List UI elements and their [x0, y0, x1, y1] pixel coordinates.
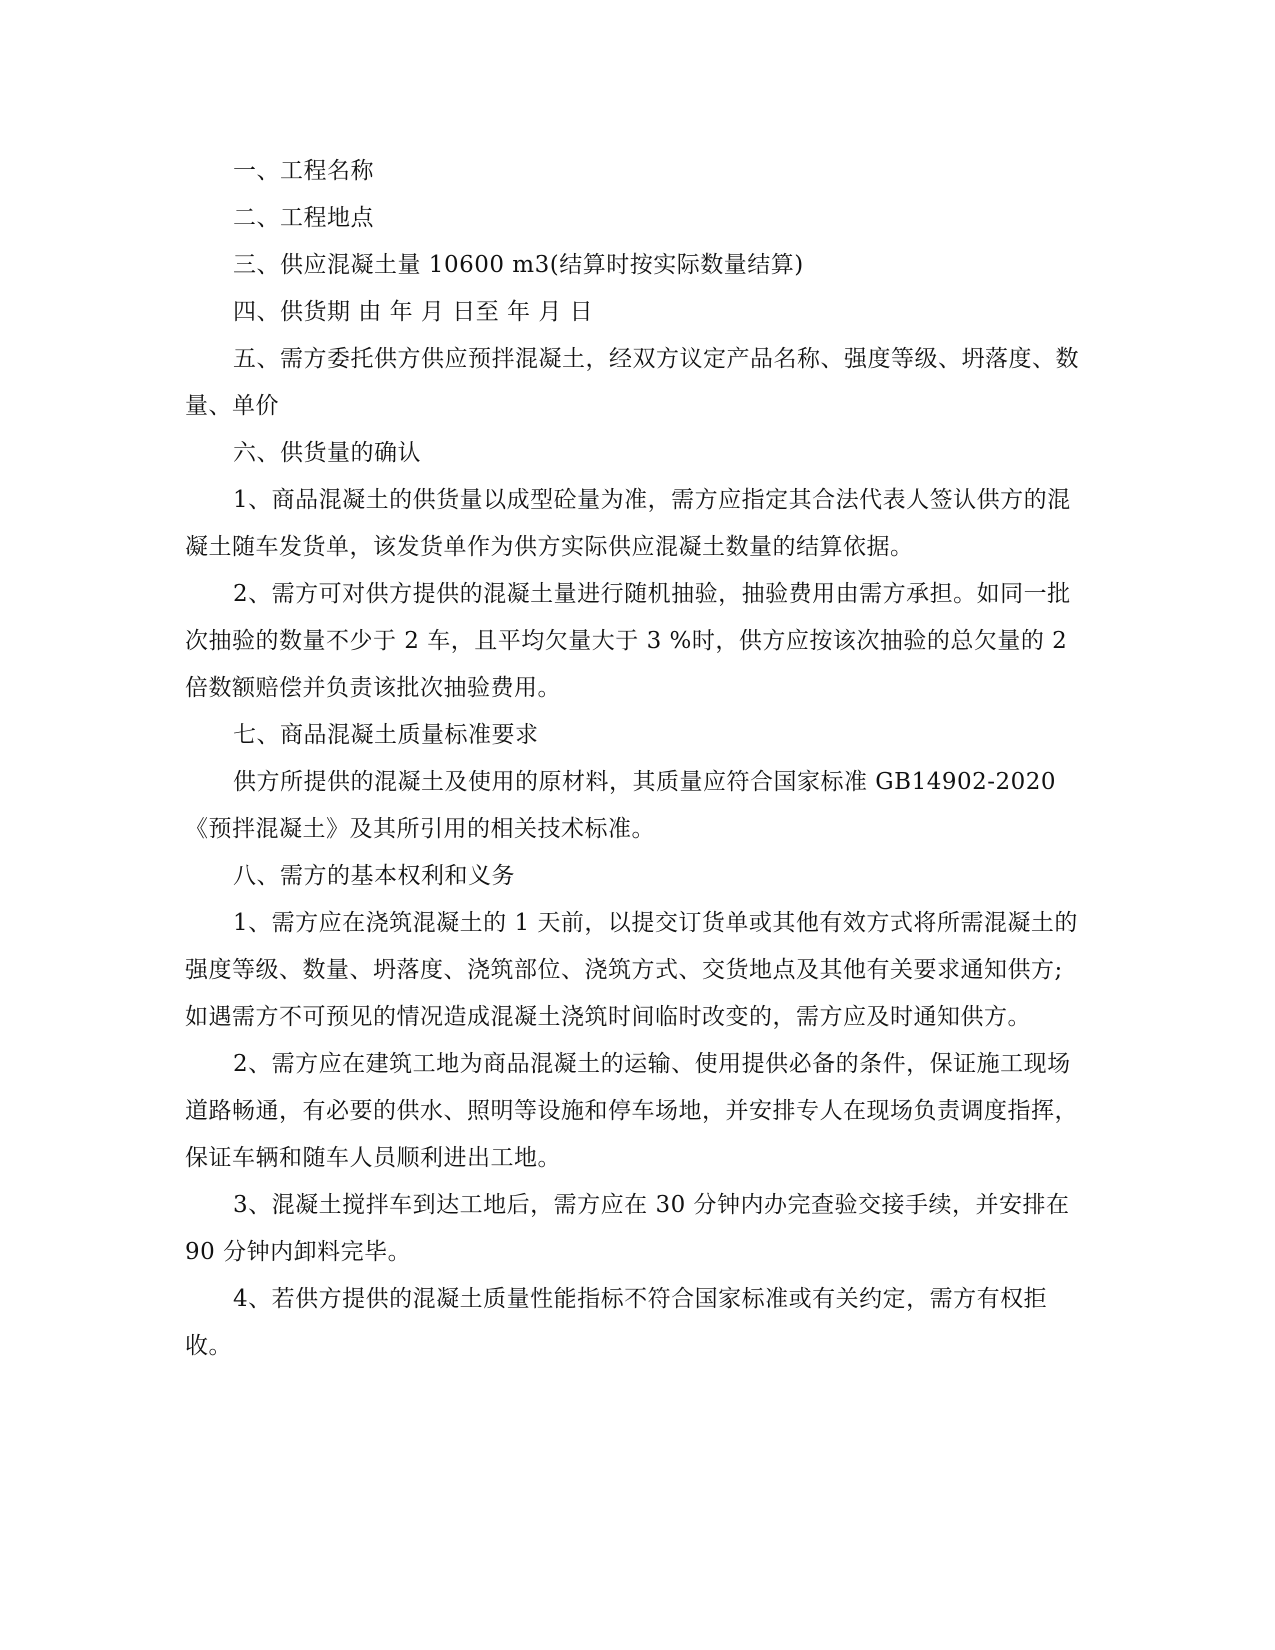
document-body	[185, 148, 1085, 1370]
clause-quality-requirement: 供方所提供的混凝土及使用的原材料，其质量应符合国家标准 GB14902-2020《预拌混凝土》及其所引用的相关技术标准。	[185, 769, 1057, 842]
clause-random-inspection: 2、需方可对供方提供的混凝土量进行随机抽验，抽验费用由需方承担。如同一批次抽验的数量不少于 2 车，且平均欠量大于 3 %时，供方应按该次抽验的总欠量的 2 倍数额赔偿并负责该批次抽验费用。	[185, 581, 1071, 701]
section-buyer-rights: 八、需方的基本权利和义务	[233, 863, 515, 889]
clause-unloading-time: 3、混凝土搅拌车到达工地后，需方应在 30 分钟内办完查验交接手续，并安排在 90 分钟内卸料完毕。	[185, 1192, 1070, 1265]
section-project-location: 二、工程地点	[233, 205, 374, 231]
section-concrete-quantity: 三、供应混凝土量 10600 m3(结算时按实际数量结算)	[233, 252, 804, 278]
clause-supply-basis: 1、商品混凝土的供货量以成型砼量为准，需方应指定其合法代表人签认供方的混凝土随车发货单，该发货单作为供方实际供应混凝土数量的结算依据。	[185, 487, 1071, 560]
clause-order-notice: 1、需方应在浇筑混凝土的 1 天前，以提交订货单或其他有效方式将所需混凝土的强度等级、数量、坍落度、浇筑部位、浇筑方式、交货地点及其他有关要求通知供方; 如遇需方不可预见的情况造成混凝土浇筑时间临时改变的，需方应及时通知供方。	[185, 910, 1078, 1030]
section-project-name: 一、工程名称	[233, 158, 374, 184]
section-delivery-period: 四、供货期 由 年 月 日至 年 月 日	[233, 299, 594, 325]
section-supply-confirmation: 六、供货量的确认	[233, 440, 421, 466]
section-product-agreement: 五、需方委托供方供应预拌混凝土，经双方议定产品名称、强度等级、坍落度、数量、单价	[185, 346, 1079, 419]
clause-site-conditions: 2、需方应在建筑工地为商品混凝土的运输、使用提供必备的条件，保证施工现场道路畅通，有必要的供水、照明等设施和停车场地，并安排专人在现场负责调度指挥，保证车辆和随车人员顺利进出工地。	[185, 1051, 1078, 1171]
section-quality-standard: 七、商品混凝土质量标准要求	[233, 722, 539, 748]
clause-rejection-right: 4、若供方提供的混凝土质量性能指标不符合国家标准或有关约定，需方有权拒收。	[185, 1286, 1048, 1359]
